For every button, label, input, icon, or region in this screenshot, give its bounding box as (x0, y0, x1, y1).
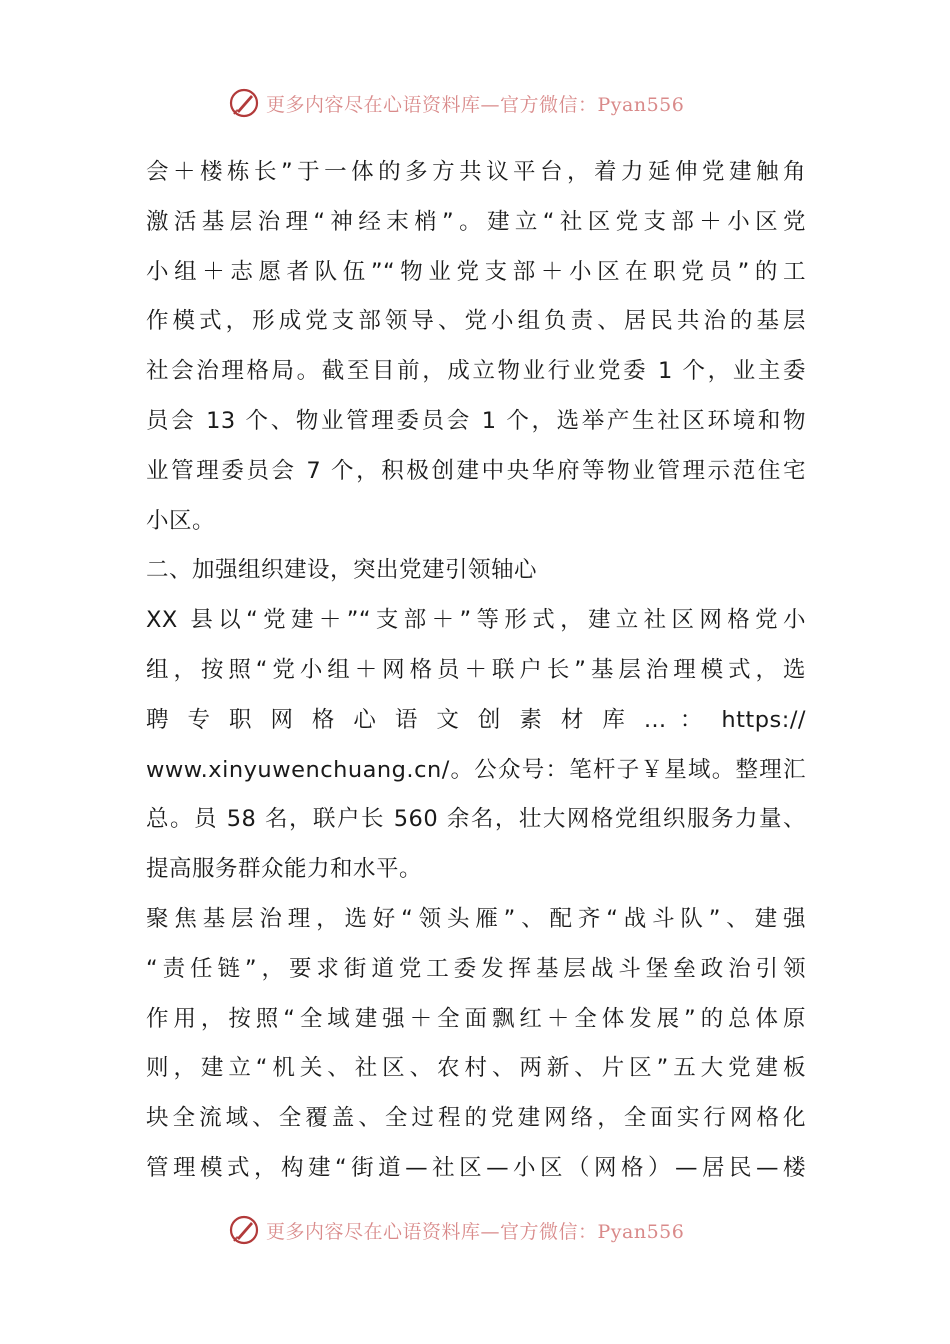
text-line: 组，按照“党小组＋网格员＋联户长”基层治理模式，选 (146, 656, 806, 683)
text-line: 激活基层治理“神经末梢”。建立“社区党支部＋小区党 (146, 208, 806, 235)
quill-pen-seal-icon (228, 1214, 260, 1246)
text-line: www.xinyuwenchuang.cn/。公众号：笔杆子￥星域。整理汇 (146, 756, 806, 783)
text-line: 会＋楼栋长”于一体的多方共议平台，着力延伸党建触角 (146, 159, 806, 185)
text-line: 总。员 58 名，联户长 560 余名，壮大网格党组织服务力量、 (146, 806, 806, 833)
text-line: 块全流域、全覆盖、全过程的党建网络，全面实行网格化 (146, 1105, 806, 1132)
text-line: 作用，按照“全域建强＋全面飘红＋全体发展”的总体原 (146, 1005, 806, 1032)
text-line: 则，建立“机关、社区、农村、两新、片区”五大党建板 (146, 1055, 806, 1082)
footer-banner (228, 1213, 728, 1247)
text-line: XX 县以“党建＋”“支部＋”等形式，建立社区网格党小 (146, 607, 806, 634)
section-heading: 二、加强组织建设，突出党建引领轴心 (146, 557, 538, 584)
text-line: 小组＋志愿者队伍”“物业党支部＋小区在职党员”的工 (146, 258, 806, 285)
text-line: 管理模式，构建“街道—社区—小区（网格）—居民—楼 (146, 1154, 806, 1181)
text-line: 员会 13 个、物业管理委员会 1 个，选举产生社区环境和物 (146, 407, 806, 434)
header-banner (228, 86, 728, 120)
text-line: 业管理委员会 7 个，积极创建中央华府等物业管理示范住宅 (146, 457, 806, 484)
text-line: 聘 专 职 网 格 心 语 文 创 素 材 库 … ： https:// (146, 706, 806, 733)
text-line: 作模式，形成党支部领导、党小组负责、居民共治的基层 (146, 308, 806, 335)
footer-banner-text: 更多内容尽在心语资料库—官方微信：Pyan556 (266, 1220, 685, 1243)
text-line: 提高服务群众能力和水平。 (146, 856, 423, 883)
text-line: 社会治理格局。截至目前，成立物业行业党委 1 个，业主委 (146, 358, 806, 385)
text-line: 小区。 (146, 507, 216, 534)
text-line: “责任链”，要求街道党工委发挥基层战斗堡垒政治引领 (146, 955, 806, 982)
quill-pen-seal-icon (228, 87, 260, 119)
header-banner-text: 更多内容尽在心语资料库—官方微信：Pyan556 (266, 93, 685, 116)
text-line: 聚焦基层治理，选好“领头雁”、配齐“战斗队”、建强 (146, 905, 806, 932)
document-body (146, 148, 806, 1194)
